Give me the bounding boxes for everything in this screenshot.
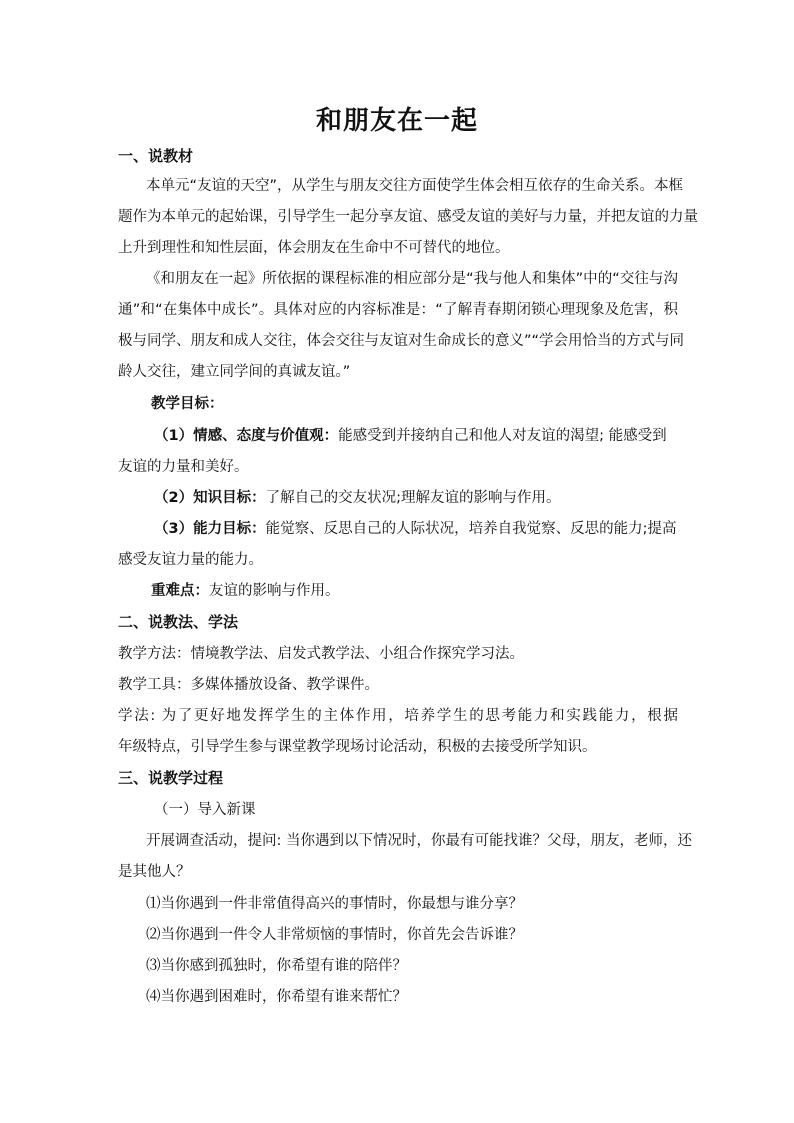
question-1: ⑴当你遇到一件非常值得高兴的事情时，你最想与谁分享？ [146,896,523,912]
study-method-line-2: 年级特点，引导学生参与课堂教学现场讨论活动，积极的去接受所学知识。 [118,739,597,755]
paragraph-1-line-2: 题作为本单元的起始课，引导学生一起分享友谊、感受友谊的美好与力量，并把友谊的力量 [118,209,698,225]
section-heading-2: 二、说教法、学法 [118,613,239,631]
teaching-method: 教学方法：情境教学法、启发式教学法、小组合作探究学习法。 [118,646,524,662]
goal-2-label: （2）知识目标： [154,490,266,506]
goal-1-label: （1）情感、态度与价值观： [154,428,339,444]
question-3: ⑶当你感到孤独时，你希望有谁的陪伴？ [146,958,407,974]
goal-1-text: 能感受到并接纳自己和他人对友谊的渴望; 能感受到 [338,428,667,444]
question-2: ⑵当你遇到一件令人非常烦恼的事情时，你首先会告诉谁？ [146,927,523,943]
goal-1-continued: 友谊的力量和美好。 [118,459,249,475]
intro-line-1: 开展调查活动，提问: 当你遇到以下情况时，你最有可能找谁？父母，朋友，老师，还 [146,833,692,849]
paragraph-2-line-3: 极与同学、朋友和成人交往，体会交往与友谊对生命成长的意义”“学会用恰当的方式与同 [118,333,685,349]
goal-2-text: 了解自己的交友状况;理解友谊的影响与作用。 [265,490,561,506]
goal-3 [154,519,678,539]
page-title: 和朋友在一起 [315,106,478,136]
paragraph-2-line-2: 通”和“在集体中成长”。具体对应的内容标准是：“了解青春期闭锁心理现象及危害，积 [118,302,678,318]
goal-2 [154,488,678,508]
goal-3-label: （3）能力目标： [154,521,266,537]
key-point [151,581,678,601]
goal-3-text: 能觉察、反思自己的人际状况，培养自我觉察、反思的能力;提高 [265,521,677,537]
section-heading-3: 三、说教学过程 [118,769,224,787]
intro-line-2: 是其他人？ [118,864,191,880]
key-point-label: 重难点： [151,583,209,599]
paragraph-1-line-1: 本单元“友谊的天空”，从学生与朋友交往方面使学生体会相互依存的生命关系。本框 [146,178,684,194]
study-method-line-1: 学法: 为了更好地发挥学生的主体作用，培养学生的思考能力和实践能力，根据 [118,708,678,724]
goals-label: 教学目标： [151,396,224,412]
paragraph-2-line-4: 龄人交往，建立同学间的真诚友谊。” [118,364,351,380]
goal-1 [154,426,678,446]
sub-heading-1: （一）导入新课 [154,802,256,818]
teaching-tools: 教学工具：多媒体播放设备、教学课件。 [118,677,379,693]
paragraph-1-line-3: 上升到理性和知性层面，体会朋友在生命中不可替代的地位。 [118,240,510,256]
section-heading-1: 一、说教材 [118,147,194,165]
key-point-text: 友谊的影响与作用。 [209,583,340,599]
goal-3-continued: 感受友谊力量的能力。 [118,552,263,568]
paragraph-2-line-1: 《和朋友在一起》所依据的课程标准的相应部分是“我与他人和集体”中的“交往与沟 [146,271,678,287]
question-4: ⑷当你遇到困难时，你希望有谁来帮忙？ [146,989,407,1005]
